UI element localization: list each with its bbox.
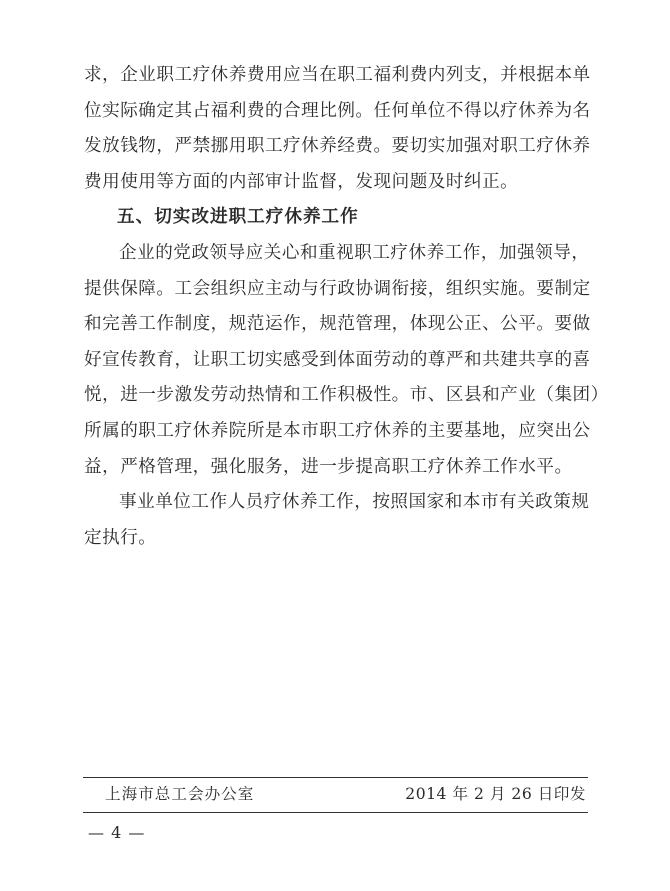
text-line: 发放钱物，严禁挪用职工疗休养经费。要切实加强对职工疗休养 xyxy=(84,136,591,157)
page-number: — 4 — xyxy=(88,823,146,842)
text-line: 好宣传教育，让职工切实感受到体面劳动的尊严和共建共享的喜 xyxy=(84,349,591,370)
text-line: 位实际确定其占福利费的合理比例。任何单位不得以疗休养为名 xyxy=(84,100,591,121)
text-line: 提供保障。工会组织应主动与行政协调衔接，组织实施。要制定 xyxy=(84,278,591,299)
text-line: 事业单位工作人员疗休养工作，按照国家和本市有关政策规 xyxy=(119,492,590,513)
issue-date: 2014 年 2 月 26 日印发 xyxy=(405,785,586,803)
footer-bottom-rule xyxy=(83,812,588,813)
text-line: 益，严格管理，强化服务，进一步提高职工疗休养工作水平。 xyxy=(84,456,573,477)
text-line: 定执行。 xyxy=(84,527,157,548)
text-line: 求，企业职工疗休养费用应当在职工福利费内列支，并根据本单 xyxy=(84,65,591,85)
text-line: 和完善工作制度，规范运作，规范管理，体现公正、公平。要做 xyxy=(84,314,591,335)
section-heading: 五、切实改进职工疗休养工作 xyxy=(117,207,359,228)
text-line: 企业的党政领导应关心和重视职工疗休养工作，加强领导， xyxy=(119,242,590,263)
text-line: 所属的职工疗休养院所是本市职工疗休养的主要基地，应突出公 xyxy=(84,420,591,441)
text-line: 悦，进一步激发劳动热情和工作积极性。市、区县和产业（集团） xyxy=(84,385,609,406)
document-body xyxy=(84,58,609,556)
text-line: 费用使用等方面的内部审计监督，发现问题及时纠正。 xyxy=(84,171,519,192)
footer-top-rule xyxy=(83,777,588,778)
issuer-name: 上海市总工会办公室 xyxy=(105,785,255,803)
